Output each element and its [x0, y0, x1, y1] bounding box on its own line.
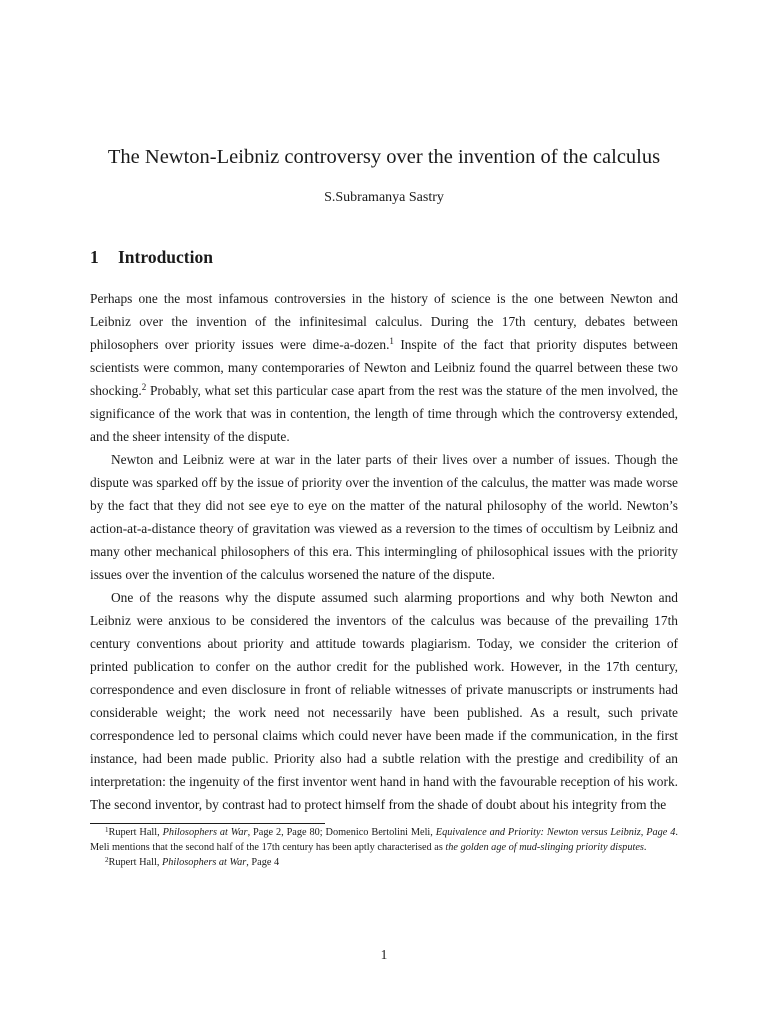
footnote-text: , Page 4 [246, 857, 280, 868]
body-text [90, 287, 678, 816]
page-number: 1 [380, 947, 388, 962]
paragraph-3: One of the reasons why the dispute assumed such alarming proportions and why both Newton and Leibniz were anxious to be considered the inventors of the calculus was because of the prevailing 17th century conventions about priority and attitude towards plagiarism. Today, we consider the criterion of printed publication to confer on the author credit for the published work. However, in the 17th century, correspondence and even disclosure in front of reliable witnesses of private manuscripts or instruments had considerable weight; the work need not necessarily have been published. As a result, such private correspondence led to personal claims which could never have been made if the communication, in the first instance, had been made public. Priority also had a subtle relation with the prestige and credibility of an interpretation: the ingenuity of the first inventor went hand in hand with the favourable reception of his work. The second inventor, by contrast had to protect himself from the shade of doubt about his integrity from the [90, 590, 678, 812]
paragraph-1-text-b: Inspite of the fact that priority disputes between scientists were common, many contemporaries of Newton and Leibniz found the quarrel between these two shocking. [90, 337, 678, 398]
paragraph-1 [90, 287, 678, 448]
footnotes [90, 825, 678, 870]
footnote-quote: the golden age of mud-slinging priority disputes [445, 842, 644, 853]
section-number: 1 [90, 247, 99, 267]
paragraph-1-text-c: Probably, what set this particular case apart from the rest was the stature of the men involved, the significance of the work that was in contention, the length of time through which the controversy extended, and the sheer intensity of the dispute. [90, 383, 678, 444]
section-title: Introduction [118, 247, 213, 267]
footnote-mark: 1 [105, 826, 109, 834]
footnote-text: Rupert Hall, [108, 827, 163, 838]
footnote-1 [90, 825, 678, 855]
paragraph-1-text-a: Perhaps one the most infamous controversies in the history of science is the one between Newton and Leibniz over the invention of the infinitesimal calculus. During the 17th century, debates between philosophers over priority issues were dime-a-dozen. [90, 291, 678, 352]
footnote-ref-2[interactable]: 2 [141, 382, 147, 392]
footnote-book-title: Philosophers at War [162, 827, 248, 838]
paper-author: S.Subramanya Sastry [324, 190, 444, 205]
footnote-book-title: Philosophers at War [161, 857, 247, 868]
footnote-ref-1[interactable]: 1 [389, 336, 394, 346]
footnote-2 [90, 855, 678, 870]
footnote-text: . Meli mentions that the second half of the 17th century has been aptly characterised as [90, 827, 678, 853]
paper-title: The Newton-Leibniz controversy over the invention of the calculus [107, 146, 661, 168]
footnote-text: . [643, 842, 647, 853]
footnote-book-title: Equivalence and Priority: Newton versus Leibniz, Page 4 [435, 827, 676, 838]
footnote-text: Rupert Hall, [108, 857, 162, 868]
section-heading [90, 245, 213, 269]
footnote-text: , Page 2, Page 80; Domenico Bertolini Meli, [247, 827, 436, 838]
paragraph-2: Newton and Leibniz were at war in the later parts of their lives over a number of issues. Though the dispute was sparked off by the issue of priority over the invention of the calculus, the matter was made worse by the fact that they did not see eye to eye on the matter of the natural philosophy of the world. Newton’s action-at-a-distance theory of gravitation was viewed as a reversion to the times of occultism by Leibniz and many other mechanical philosophers of this era. This intermingling of philosophical issues with the priority issues over the invention of the calculus worsened the nature of the dispute. [90, 452, 678, 582]
footnote-mark: 2 [105, 856, 109, 864]
footnote-rule [90, 823, 325, 824]
